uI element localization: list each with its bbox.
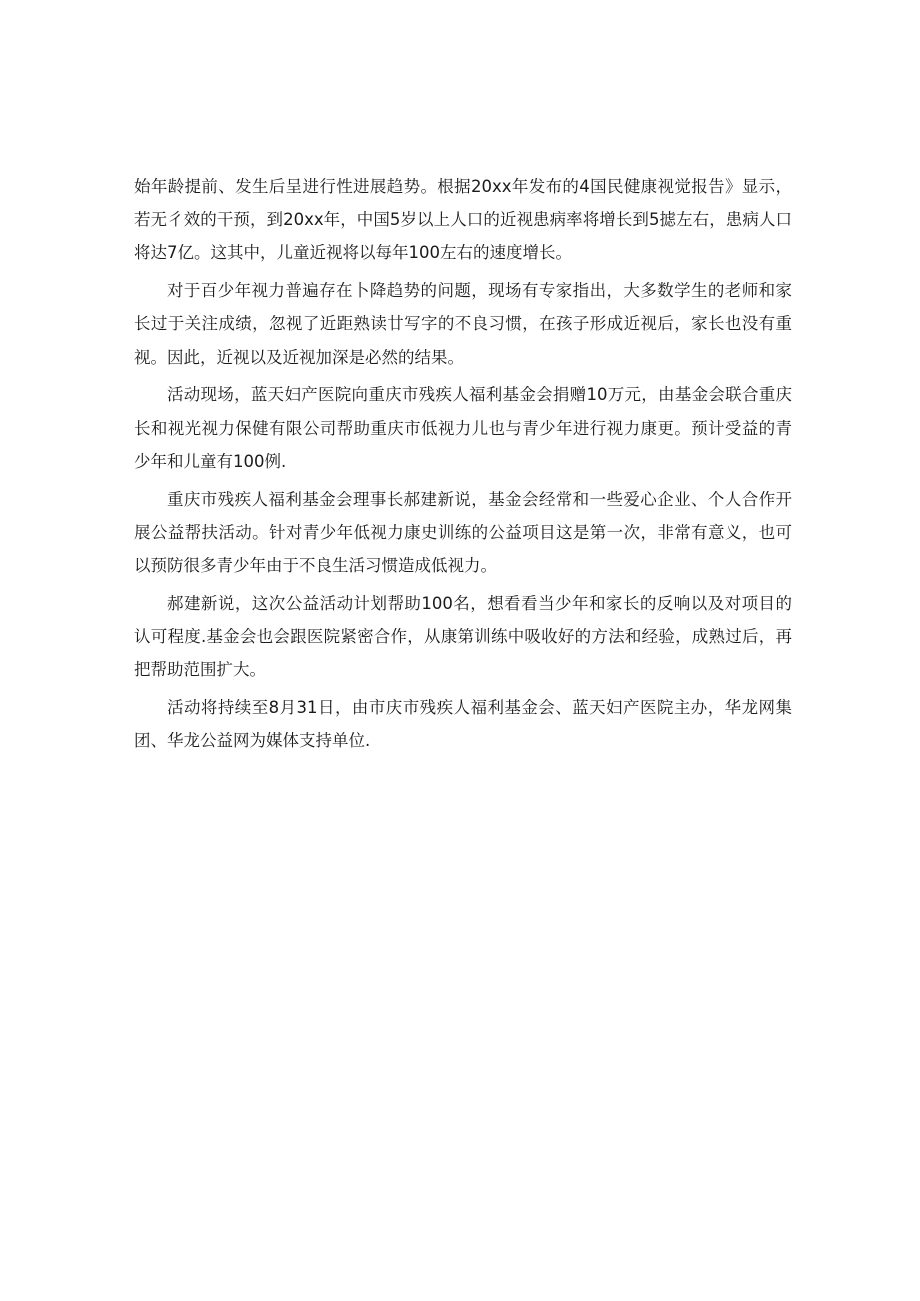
paragraph-3: 活动现场，蓝天妇产医院向重庆市残疾人福利基金会捐赠10万元，由基金会联合重庆长和视光视力保健有限公司帮助重庆市低视力儿也与青少年进行视力康更。预计受益的青少年和儿童有100例.: [134, 385, 792, 471]
article-body: [134, 170, 792, 762]
paragraph-5: 郝建新说，这次公益活动计划帮助100名，想看看当少年和家长的反响以及对项目的认可程度.基金会也会跟医院紧密合作，从康第训练中吸收好的方法和经验，成熟过后，再把帮助范围扩大。: [134, 593, 792, 680]
paragraph-1: 始年龄提前、发生后呈进行性进展趋势。根据20xx年发布的4国民健康视觉报告》显示，若无彳效的干预，到20xx年，中国5岁以上人口的近视患病率将增长到5摅左右，患病人口将达7亿。这其中，儿童近视将以每年100左右的速度增长。: [134, 177, 792, 263]
paragraph-2: 对于百少年视力普遍存在卜降趋势的问题，现场有专家指出，大多数学生的老师和家长过于关注成绩，忽视了近距熟读廿写字的不良习惯，在孩子形成近视后，家长也没有重视。因此，近视以及近视加深是必然的结果。: [134, 281, 792, 367]
paragraph-4: 重庆市残疾人福利基金会理事长郝建新说，基金会经常和一些爱心企业、个人合作开展公益帮扶活动。针对青少年低视力康史训练的公益项目这是第一次，非常有意义，也可以预防很多青少年由于不良生活习惯造成低视力。: [134, 489, 792, 576]
paragraph-6: 活动将持续至8月31日，由市庆市残疾人福利基金会、蓝天妇产医院主办，华龙网集团、华龙公益网为媒体支持单位.: [134, 698, 792, 751]
